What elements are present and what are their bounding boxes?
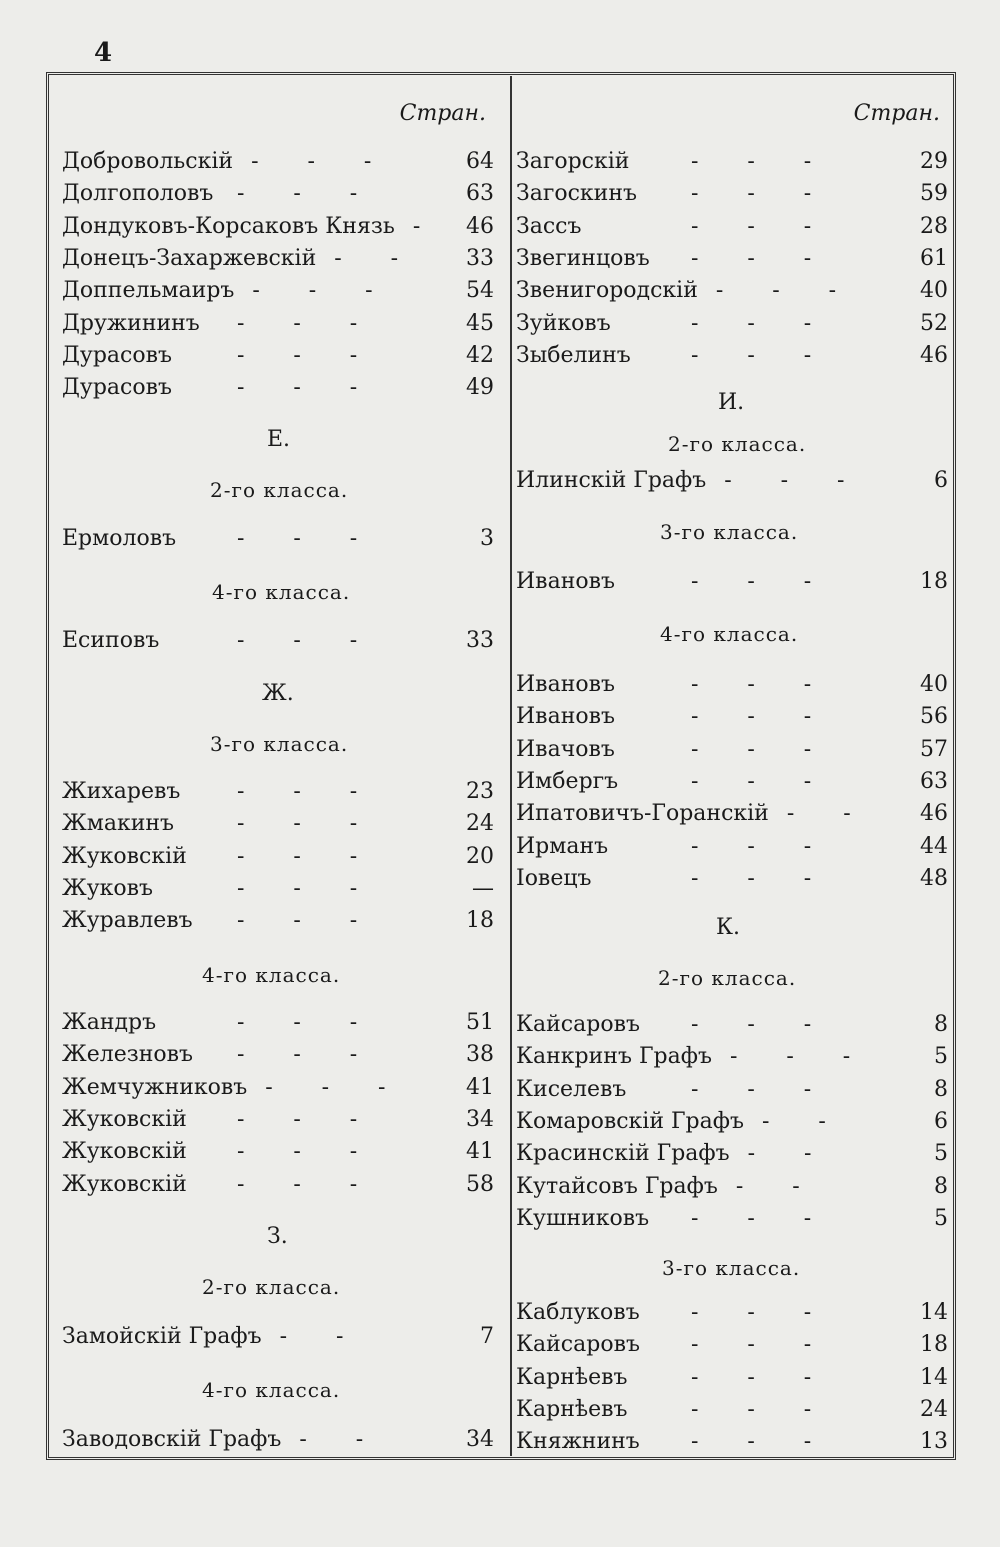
entry-name: Доппельмаиръ bbox=[62, 278, 235, 304]
entry-page: — bbox=[472, 875, 494, 901]
page-column-header: Стран. bbox=[853, 101, 940, 126]
index-entry bbox=[62, 1136, 494, 1168]
entry-page: 40 bbox=[920, 672, 948, 697]
index-entry bbox=[62, 243, 494, 275]
entry-page: 5 bbox=[934, 1044, 948, 1070]
entry-name: Илинскій Графъ bbox=[516, 468, 707, 493]
entry-name: Іовецъ bbox=[516, 865, 592, 891]
index-entry bbox=[516, 1297, 948, 1329]
leader-dashes: - - - bbox=[251, 149, 372, 174]
entry-page: 46 bbox=[920, 801, 948, 827]
entry-page: 52 bbox=[920, 310, 948, 336]
leader-dashes: - - - bbox=[691, 704, 812, 730]
class-heading: 2-го класса. bbox=[668, 432, 807, 456]
entry-page: 63 bbox=[920, 768, 948, 794]
entry-page: 54 bbox=[466, 278, 494, 304]
leader-dashes: - - - bbox=[691, 1300, 812, 1325]
leader-dashes: - - - bbox=[691, 1332, 812, 1358]
entry-name: Жандръ bbox=[62, 1010, 157, 1035]
entry-page: 18 bbox=[466, 908, 494, 934]
leader-dashes: - - bbox=[279, 1324, 344, 1349]
entry-name: Кайсаровъ bbox=[516, 1012, 640, 1037]
entry-page: 57 bbox=[920, 736, 948, 762]
entry-name: Кайсаровъ bbox=[516, 1332, 640, 1358]
entry-name: Имбергъ bbox=[516, 768, 619, 794]
index-entry bbox=[62, 873, 494, 905]
entry-name: Зыбелинъ bbox=[516, 342, 631, 368]
entry-page: 8 bbox=[934, 1012, 948, 1037]
entry-name: Жемчужниковъ bbox=[62, 1074, 248, 1100]
index-entry bbox=[516, 669, 948, 701]
entry-name: Ивачовъ bbox=[516, 736, 615, 762]
leader-dashes: - - - bbox=[691, 342, 812, 368]
entry-page: 64 bbox=[466, 149, 494, 174]
entry-page: 28 bbox=[920, 213, 948, 239]
leader-dashes: - - - bbox=[691, 569, 812, 594]
entry-page: 13 bbox=[920, 1429, 948, 1455]
leader-dashes: - - - bbox=[691, 1076, 812, 1102]
index-entry bbox=[62, 523, 494, 555]
index-entry bbox=[62, 1424, 494, 1456]
leader-dashes: - - - bbox=[691, 1205, 812, 1231]
entry-page: 41 bbox=[466, 1139, 494, 1165]
entry-page: 24 bbox=[466, 811, 494, 837]
leader-dashes: - - - bbox=[237, 1010, 358, 1035]
leader-dashes: - - - bbox=[715, 278, 837, 304]
index-entry bbox=[516, 1394, 948, 1426]
entry-page: 34 bbox=[466, 1427, 494, 1452]
entry-name: Жуковскій bbox=[62, 1139, 187, 1165]
leader-dashes: - - - bbox=[237, 628, 358, 653]
entry-page: 40 bbox=[920, 278, 948, 304]
leader-dashes: - - - bbox=[265, 1074, 386, 1100]
entry-page: 33 bbox=[466, 245, 494, 271]
entry-name: Кушниковъ bbox=[516, 1205, 650, 1231]
leader-dashes: - - bbox=[786, 801, 851, 827]
index-entry bbox=[516, 566, 948, 598]
leader-dashes: - - - bbox=[691, 833, 812, 859]
entry-name: Журавлевъ bbox=[62, 908, 193, 934]
leader-dashes: - - - bbox=[691, 672, 812, 697]
leader-dashes: - - bbox=[299, 1427, 364, 1452]
entry-page: 18 bbox=[920, 1332, 948, 1358]
entry-name: Ивановъ bbox=[516, 672, 615, 697]
page-number: 4 bbox=[94, 38, 113, 68]
index-entry bbox=[62, 178, 494, 210]
entry-name: Ирманъ bbox=[516, 833, 609, 859]
entry-page: 42 bbox=[466, 342, 494, 368]
entry-page: 38 bbox=[466, 1042, 494, 1068]
class-heading: 3-го класса. bbox=[660, 520, 799, 544]
class-heading: 4-го класса. bbox=[660, 622, 799, 646]
entry-name: Киселевъ bbox=[516, 1076, 627, 1102]
entry-name: Ермоловъ bbox=[62, 526, 177, 551]
entry-page: 41 bbox=[466, 1074, 494, 1100]
entry-name: Зуйковъ bbox=[516, 310, 611, 336]
index-entry bbox=[62, 1039, 494, 1071]
index-entry bbox=[516, 1106, 948, 1138]
index-entry bbox=[516, 734, 948, 766]
leader-dashes: - - - bbox=[729, 1044, 851, 1070]
entry-name: Железновъ bbox=[62, 1042, 194, 1068]
entry-page: 7 bbox=[480, 1324, 494, 1349]
class-heading: 3-го класса. bbox=[662, 1256, 801, 1280]
index-entry bbox=[516, 863, 948, 895]
section-letter: И. bbox=[718, 390, 745, 415]
entry-name: Дурасовъ bbox=[62, 375, 172, 401]
leader-dashes: - - - bbox=[691, 736, 812, 762]
leader-dashes: - - - bbox=[237, 779, 358, 804]
index-entry bbox=[62, 776, 494, 808]
class-heading: 4-го класса. bbox=[212, 580, 351, 604]
index-entry bbox=[62, 211, 494, 243]
index-entry bbox=[516, 243, 948, 275]
entry-page: 14 bbox=[920, 1364, 948, 1390]
entry-page: 29 bbox=[920, 149, 948, 174]
index-entry bbox=[516, 1041, 948, 1073]
leader-dashes: - - - bbox=[691, 1429, 812, 1455]
leader-dashes: - bbox=[412, 213, 421, 239]
leader-dashes: - - - bbox=[691, 1012, 812, 1037]
entry-name: Дондуковъ-Корсаковъ Князь bbox=[62, 213, 395, 239]
entry-name: Звенигородскій bbox=[516, 278, 698, 304]
leader-dashes: - - bbox=[747, 1141, 812, 1167]
leader-dashes: - - - bbox=[237, 875, 358, 901]
entry-name: Кутайсовъ Графъ bbox=[516, 1173, 718, 1199]
index-entry bbox=[516, 1203, 948, 1235]
entry-name: Комаровскій Графъ bbox=[516, 1108, 744, 1134]
entry-page: 6 bbox=[934, 1108, 948, 1134]
leader-dashes: - - - bbox=[237, 811, 358, 837]
index-entry bbox=[516, 1329, 948, 1361]
entry-name: Жуковскій bbox=[62, 1171, 187, 1197]
index-entry bbox=[62, 841, 494, 873]
index-entry bbox=[62, 905, 494, 937]
leader-dashes: - - - bbox=[691, 213, 812, 239]
section-letter: Е. bbox=[267, 427, 291, 452]
section-letter: Ж. bbox=[262, 681, 294, 706]
index-entry bbox=[62, 1169, 494, 1201]
index-entry bbox=[62, 808, 494, 840]
leader-dashes: - - - bbox=[237, 375, 358, 401]
entry-name: Жуковскій bbox=[62, 843, 187, 869]
entry-page: 51 bbox=[466, 1010, 494, 1035]
index-entry bbox=[516, 1138, 948, 1170]
index-entry bbox=[516, 1426, 948, 1458]
class-heading: 4-го класса. bbox=[202, 963, 341, 987]
index-entry bbox=[516, 831, 948, 863]
leader-dashes: - - - bbox=[691, 181, 812, 207]
index-entry bbox=[62, 146, 494, 178]
index-entry bbox=[62, 1072, 494, 1104]
entry-page: 6 bbox=[934, 468, 948, 493]
entry-page: 24 bbox=[920, 1396, 948, 1422]
leader-dashes: - - - bbox=[691, 768, 812, 794]
leader-dashes: - - - bbox=[724, 468, 845, 493]
entry-name: Княжнинъ bbox=[516, 1429, 640, 1455]
entry-page: 8 bbox=[934, 1173, 948, 1199]
entry-name: Звегинцовъ bbox=[516, 245, 650, 271]
entry-name: Жихаревъ bbox=[62, 779, 181, 804]
entry-name: Добровольскій bbox=[62, 149, 234, 174]
leader-dashes: - - bbox=[735, 1173, 800, 1199]
entry-name: Замойскій Графъ bbox=[62, 1324, 262, 1349]
index-entry bbox=[516, 1362, 948, 1394]
leader-dashes: - - - bbox=[237, 310, 358, 336]
entry-name: Ивановъ bbox=[516, 704, 615, 730]
entry-page: 59 bbox=[920, 181, 948, 207]
index-entry bbox=[516, 275, 948, 307]
entry-page: 56 bbox=[920, 704, 948, 730]
leader-dashes: - - bbox=[761, 1108, 826, 1134]
entry-page: 48 bbox=[920, 865, 948, 891]
index-entry bbox=[516, 1074, 948, 1106]
index-entry bbox=[62, 308, 494, 340]
entry-name: Жмакинъ bbox=[62, 811, 175, 837]
index-entry bbox=[516, 1009, 948, 1041]
entry-page: 5 bbox=[934, 1141, 948, 1167]
class-heading: 2-го класса. bbox=[210, 478, 349, 502]
entry-name: Заводовскій Графъ bbox=[62, 1427, 282, 1452]
entry-page: 61 bbox=[920, 245, 948, 271]
entry-name: Каблуковъ bbox=[516, 1300, 640, 1325]
entry-page: 49 bbox=[466, 375, 494, 401]
entry-name: Есиповъ bbox=[62, 628, 160, 653]
index-entry bbox=[516, 340, 948, 372]
entry-name: Ипатовичъ-Горанскій bbox=[516, 801, 769, 827]
entry-page: 33 bbox=[466, 628, 494, 653]
index-entry bbox=[516, 308, 948, 340]
leader-dashes: - - bbox=[334, 245, 399, 271]
entry-page: 58 bbox=[466, 1171, 494, 1197]
index-entry bbox=[516, 701, 948, 733]
index-entry bbox=[516, 178, 948, 210]
page-column-header: Стран. bbox=[399, 101, 486, 126]
entry-page: 8 bbox=[934, 1076, 948, 1102]
leader-dashes: - - - bbox=[237, 181, 358, 207]
index-entry bbox=[62, 340, 494, 372]
entry-name: Канкринъ Графъ bbox=[516, 1044, 712, 1070]
entry-page: 46 bbox=[920, 342, 948, 368]
index-entry bbox=[62, 625, 494, 657]
leader-dashes: - - - bbox=[237, 1171, 358, 1197]
entry-name: Карнѣевъ bbox=[516, 1364, 628, 1390]
index-entry bbox=[62, 1007, 494, 1039]
entry-name: Карнѣевъ bbox=[516, 1396, 628, 1422]
leader-dashes: - - - bbox=[237, 843, 358, 869]
entry-name: Дурасовъ bbox=[62, 342, 172, 368]
leader-dashes: - - - bbox=[691, 245, 812, 271]
leader-dashes: - - - bbox=[237, 908, 358, 934]
entry-name: Дружининъ bbox=[62, 310, 200, 336]
entry-name: Долгополовъ bbox=[62, 181, 214, 207]
leader-dashes: - - - bbox=[691, 1396, 812, 1422]
entry-name: Жуковскій bbox=[62, 1106, 187, 1132]
entry-name: Жуковъ bbox=[62, 875, 154, 901]
entry-page: 46 bbox=[466, 213, 494, 239]
index-entry bbox=[62, 1104, 494, 1136]
index-entry bbox=[516, 211, 948, 243]
class-heading: 2-го класса. bbox=[658, 966, 797, 990]
index-entry bbox=[516, 465, 948, 497]
entry-name: Красинскій Графъ bbox=[516, 1141, 730, 1167]
class-heading: 4-го класса. bbox=[202, 1378, 341, 1402]
leader-dashes: - - - bbox=[237, 1042, 358, 1068]
leader-dashes: - - - bbox=[691, 1364, 812, 1390]
entry-page: 5 bbox=[934, 1205, 948, 1231]
leader-dashes: - - - bbox=[691, 149, 812, 174]
class-heading: 2-го класса. bbox=[202, 1275, 341, 1299]
section-letter: К. bbox=[716, 915, 741, 940]
index-entry bbox=[62, 275, 494, 307]
leader-dashes: - - - bbox=[237, 1106, 358, 1132]
entry-page: 34 bbox=[466, 1106, 494, 1132]
entry-page: 23 bbox=[466, 779, 494, 804]
index-entry bbox=[516, 766, 948, 798]
entry-name: Донецъ-Захаржевскій bbox=[62, 245, 317, 271]
index-entry bbox=[516, 1171, 948, 1203]
leader-dashes: - - - bbox=[237, 342, 358, 368]
leader-dashes: - - - bbox=[252, 278, 373, 304]
index-entry bbox=[62, 372, 494, 404]
class-heading: 3-го класса. bbox=[210, 732, 349, 756]
entry-name: Ивановъ bbox=[516, 569, 615, 594]
leader-dashes: - - - bbox=[691, 865, 812, 891]
entry-page: 14 bbox=[920, 1300, 948, 1325]
section-letter: З. bbox=[267, 1224, 288, 1249]
entry-page: 63 bbox=[466, 181, 494, 207]
entry-name: Загоскинъ bbox=[516, 181, 637, 207]
entry-page: 18 bbox=[920, 569, 948, 594]
entry-page: 45 bbox=[466, 310, 494, 336]
entry-page: 20 bbox=[466, 843, 494, 869]
leader-dashes: - - - bbox=[237, 1139, 358, 1165]
entry-name: Зассъ bbox=[516, 213, 582, 239]
index-entry bbox=[62, 1321, 494, 1353]
leader-dashes: - - - bbox=[691, 310, 812, 336]
entry-name: Загорскій bbox=[516, 149, 630, 174]
entry-page: 44 bbox=[920, 833, 948, 859]
index-entry bbox=[516, 798, 948, 830]
column-divider bbox=[510, 76, 512, 1456]
leader-dashes: - - - bbox=[237, 526, 358, 551]
index-entry bbox=[516, 146, 948, 178]
entry-page: 3 bbox=[480, 526, 494, 551]
